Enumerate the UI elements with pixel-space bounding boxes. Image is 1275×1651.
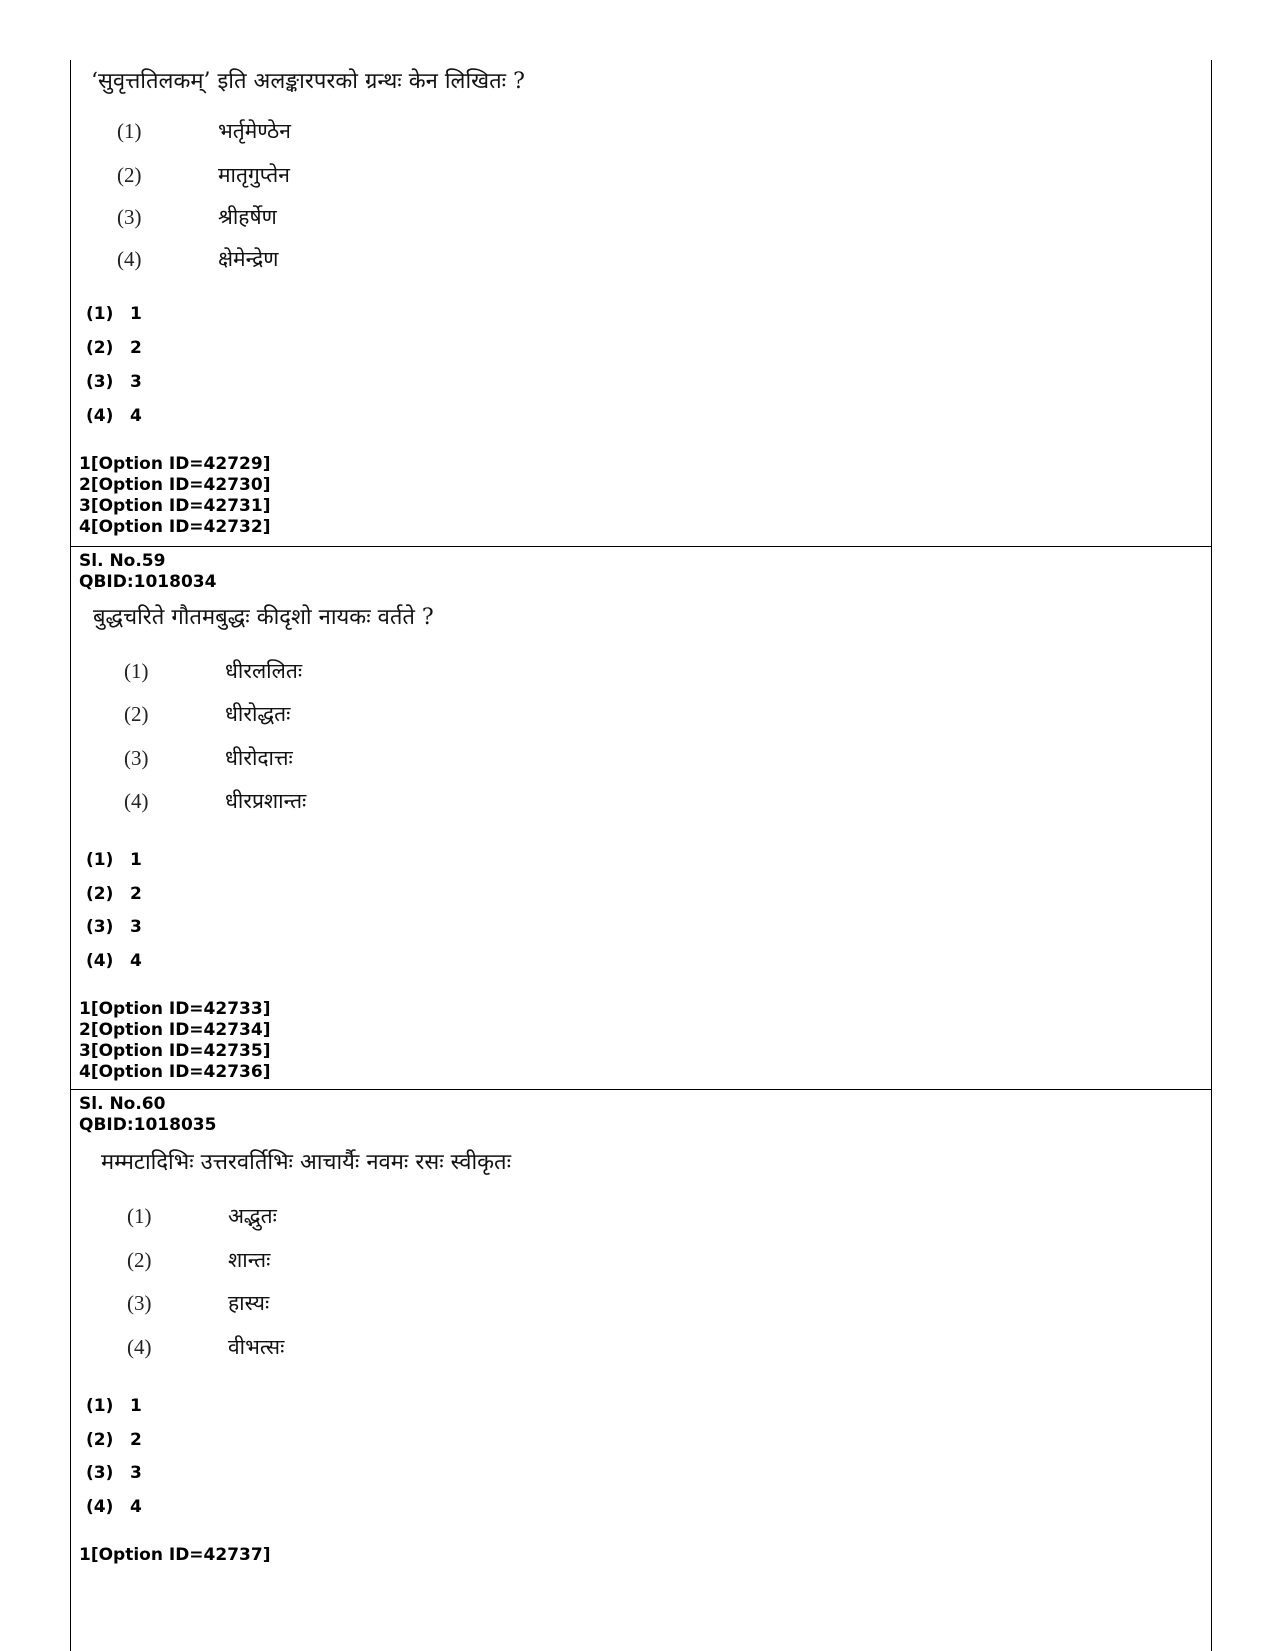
option-text: क्षेमेन्द्रेण [218,247,279,271]
option-number: (1) [117,119,142,143]
option-text: अद्भुतः [228,1204,277,1228]
answer-value: 4 [130,406,142,426]
answer-choice [86,1429,142,1451]
option-number: (4) [127,1335,152,1359]
question-block [70,547,1211,1089]
option-number: (3) [117,205,142,229]
answer-number: (2) [86,1430,114,1450]
option-number: (3) [124,746,149,770]
option-number: (2) [127,1248,152,1272]
answer-choice [86,849,142,871]
option-id-line: 1[Option ID=42737] [79,1545,271,1565]
option-number: (2) [124,702,149,726]
answer-value: 2 [130,1430,142,1450]
answer-number: (2) [86,884,114,904]
answer-number: (4) [86,951,114,971]
answer-number: (3) [86,917,114,937]
answer-value: 1 [130,304,142,324]
option-number: (1) [127,1204,152,1228]
answer-number: (1) [86,1396,114,1416]
answer-choice [86,405,142,427]
answer-choice [86,303,142,325]
answer-choice [86,371,142,393]
answer-value: 1 [130,1396,142,1416]
answer-value: 3 [130,917,142,937]
answer-choice [86,916,142,938]
question-text: ‘सुवृत्ततिलकम्’ इति अलङ्कारपरको ग्रन्थः केन लिखितः ? [91,69,525,94]
option-text: भर्तृमेण्ठेन [218,119,291,143]
option-text: धीरललितः [225,659,303,683]
option-number: (3) [127,1291,152,1315]
answer-number: (1) [86,850,114,870]
option-number: (2) [117,163,142,187]
qbid: QBID:1018035 [79,1115,217,1135]
option-id-line: 1[Option ID=42729] [79,454,271,474]
answer-choice [86,1395,142,1417]
option-id-line: 1[Option ID=42733] [79,999,271,1019]
option-text: श्रीहर्षेण [218,205,277,229]
question-block [70,60,1211,546]
option-id-line: 3[Option ID=42735] [79,1041,271,1061]
option-text: धीरप्रशान्तः [225,789,307,813]
answer-number: (4) [86,1497,114,1517]
option-number: (4) [117,247,142,271]
qbid: QBID:1018034 [79,572,217,592]
option-text: वीभत्सः [228,1335,285,1359]
answer-number: (1) [86,304,114,324]
answer-number: (3) [86,1463,114,1483]
answer-number: (2) [86,338,114,358]
answer-value: 2 [130,884,142,904]
option-id-line: 2[Option ID=42730] [79,475,271,495]
option-id-line: 4[Option ID=42736] [79,1062,271,1082]
answer-choice [86,1496,142,1518]
option-text: मातृगुप्तेन [218,163,290,187]
option-text: हास्यः [228,1291,270,1315]
answer-value: 3 [130,1463,142,1483]
question-text: मम्मटादिभिः उत्तरवर्तिभिः आचार्यैः नवमः रसः स्वीकृतः [101,1150,512,1175]
option-id-line: 2[Option ID=42734] [79,1020,271,1040]
serial-number: Sl. No.60 [79,1094,166,1114]
option-id-line: 4[Option ID=42732] [79,517,271,537]
option-text: धीरोदात्तः [225,746,293,770]
answer-choice [86,337,142,359]
option-text: शान्तः [228,1248,271,1272]
option-number: (4) [124,789,149,813]
answer-value: 4 [130,951,142,971]
serial-number: Sl. No.59 [79,551,166,571]
answer-value: 2 [130,338,142,358]
option-id-line: 3[Option ID=42731] [79,496,271,516]
page-right-border [1211,60,1212,1651]
option-number: (1) [124,659,149,683]
question-block [70,1090,1211,1651]
answer-choice [86,1462,142,1484]
answer-number: (4) [86,406,114,426]
question-text: बुद्धचरिते गौतमबुद्धः कीदृशो नायकः वर्तते ? [93,605,434,630]
answer-choice [86,883,142,905]
answer-number: (3) [86,372,114,392]
answer-choice [86,950,142,972]
answer-value: 4 [130,1497,142,1517]
option-text: धीरोद्धतः [225,702,291,726]
answer-value: 3 [130,372,142,392]
answer-value: 1 [130,850,142,870]
